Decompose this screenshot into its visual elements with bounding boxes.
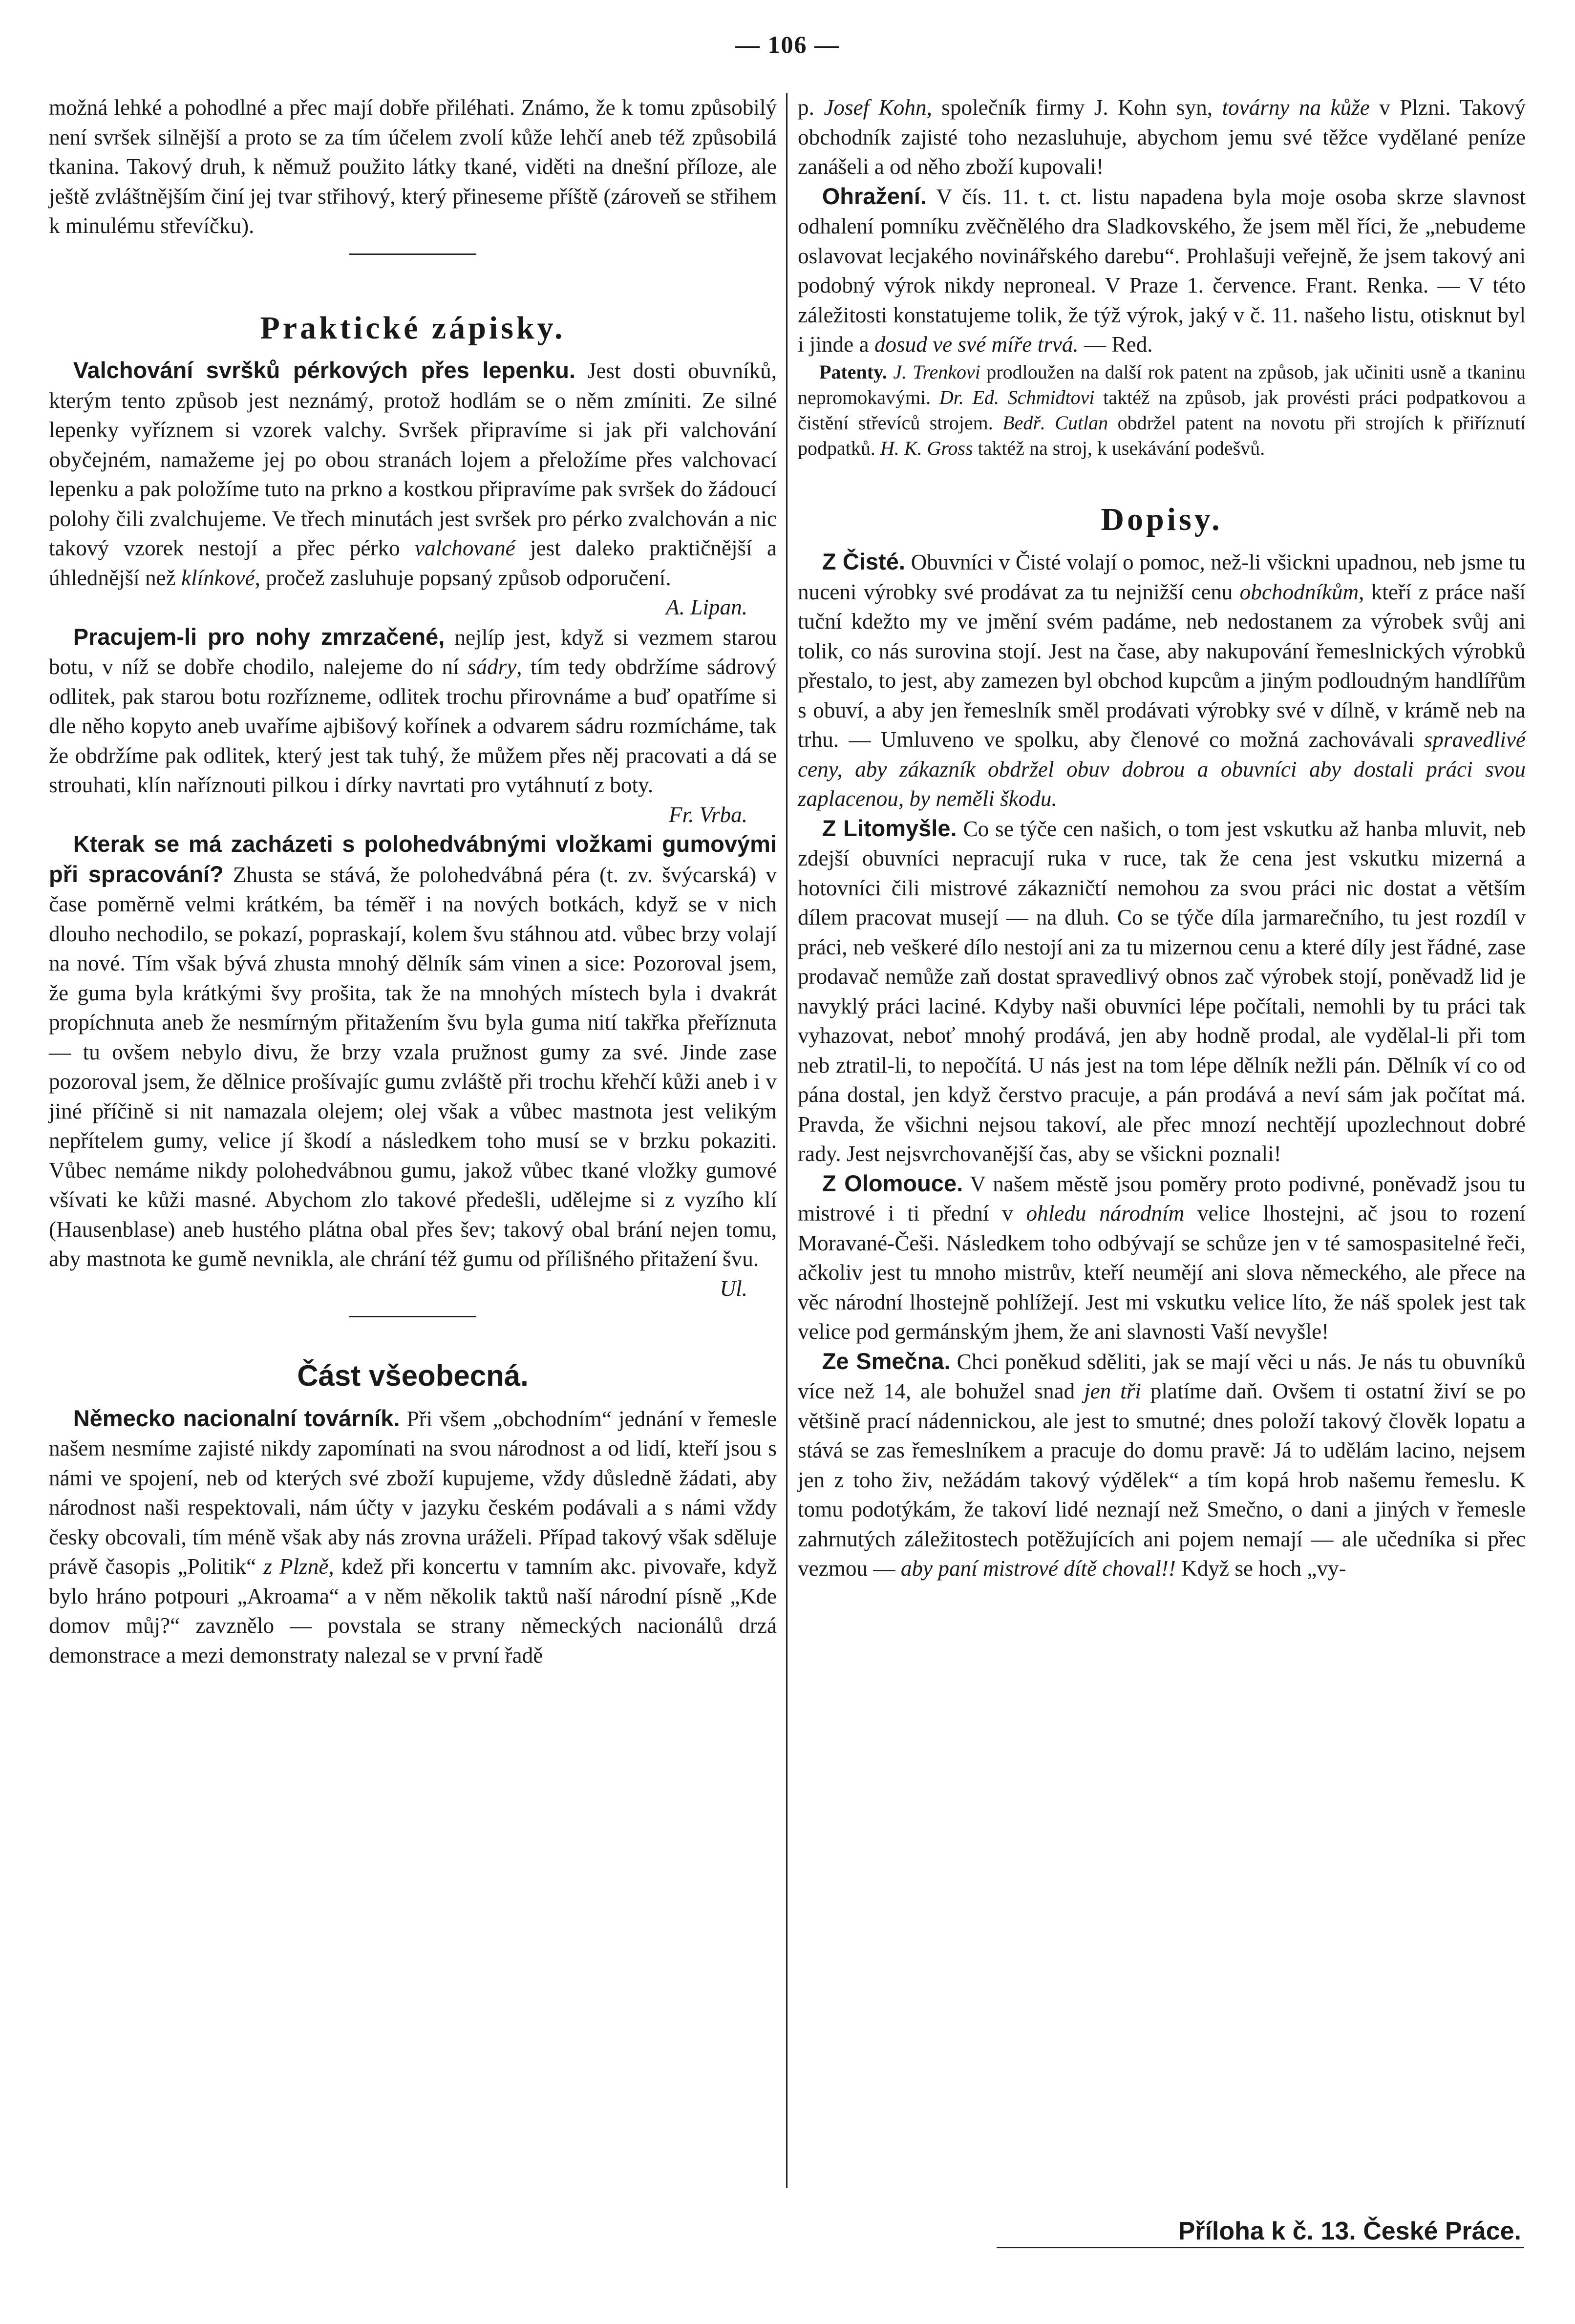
text-run: Při všem „obchodním“ jednání v řemesle našem nesmíme zajisté nikdy zapomínati na svou národnost a od lidí, kteří jsou s námi ve spojení, neb od kterých své zboží kupujeme, vždy důsledně žádati, aby národnost naši respektovali, nám účty v jazyku českém podávali a s námi vždy česky obcovali, tím méně však aby nás zrovna uráželi. Případ takový však sděluje právě časopis „Politik“: [49, 1406, 777, 1579]
text-run: Bedř. Cutlan: [1002, 411, 1108, 434]
letter-cista: [798, 547, 1526, 814]
text-run: Když se hoch „vy-: [1175, 1556, 1346, 1581]
right-column: [798, 93, 1526, 1584]
article-pracujem: [49, 622, 777, 800]
text-run: aby paní mistrové dítě choval!!: [900, 1556, 1176, 1581]
text-run: H. K. Gross: [880, 437, 973, 459]
text-run: z Plzně: [263, 1554, 329, 1579]
text-run: V čís. 11. t. ct. listu napadena byla moje osoba skrze slavnost odhalení pomníku zvěčnělého dra Sladkovského, že jsem měl říci, že „nebudeme oslavovat lecjakého novinářského darebu“. Prohlašuji veřejně, že jsem takový ani podobný výrok nikdy neproneal. V Praze 1. července. Frant. Renka. — V této záležitosti konstatujeme tolik, že týž výrok, jaký v č. 11. našeho listu, otisknut byl i jinde a: [798, 184, 1526, 357]
text-run: [887, 361, 893, 383]
run-heading: Německo nacionalní továrník.: [73, 1405, 400, 1431]
text-run: továrny na kůže: [1222, 95, 1370, 120]
text-run: J. Trenkovi: [893, 360, 980, 383]
signature-ul: Ul.: [720, 1276, 747, 1301]
article-kohn: [798, 93, 1526, 182]
text-run: v Plzni. Takový obchodník zajisté toho nezasluhuje, abychom jemu své těžce vydělané peníze zanášeli a od něho zboží kupovali!: [798, 95, 1526, 179]
run-heading: Pracujem-li pro nohy zmrzačené,: [73, 623, 445, 650]
text-run: platíme daň. Ovšem ti ostatní živí se po většině prací nádennickou, ale jest to smutné; dnes položí takový člověk lopatu a stává se zas řemeslníkem a pracuje do domu pravě: Já to udělám lacino, nejsem jen z toho živ, nežádám takový výdělek“ a tím kopá hrob našemu řemeslu. K tomu podotýkám, že takoví lidé neznají než Smečno, o dani a jiných v řemesle zahrnutých záležitostech potěžujících ani pojem nemají — ale učedníka si přec vezmou —: [798, 1379, 1526, 1581]
footer-rule: [997, 2247, 1524, 2248]
text-run: taktéž na způsob, jak provésti práci podpatkovou a čistění střevíců strojem.: [798, 386, 1526, 434]
text-run: , společník firmy J. Kohn syn,: [926, 95, 1222, 120]
run-heading: Kterak se má zacházeti s polohedvábnými vložkami gumovými při spracování?: [49, 831, 777, 887]
left-column: [49, 93, 777, 1670]
section-heading-vseobecna: Část všeobecná.: [297, 1359, 529, 1392]
text-run: p.: [798, 95, 824, 120]
run-heading: Ze Smečna.: [822, 1348, 951, 1374]
separator: [349, 1316, 476, 1317]
text-run: jen tři: [1084, 1379, 1141, 1403]
run-heading: Z Čisté.: [822, 549, 905, 574]
signature-vrba: Fr. Vrba.: [668, 802, 747, 827]
article-valchovani: [49, 356, 777, 592]
text-run: V našem městě jsou poměry proto podivné, poněvadž jsou tu mistrové i ti přední v: [798, 1171, 1526, 1225]
article-gumove: [49, 829, 777, 1274]
text-run: , tím tedy obdržíme sádrový odlitek, pak starou botu rozřízneme, odlitek trochu přirovnáme a buď opatříme si dle něho kopyto aneb uvaříme ajbišový kořínek a odvarem sádru rozmícháme, tak že obdržíme pak odlitek, který jest tak tuhý, že můžem přes něj pracovati a dá se strouhati, klín naříznouti pilkou i dírky navrtati pro vytáhnutí z boty.: [49, 655, 777, 797]
text-run: klínkové: [181, 565, 255, 590]
text-run: Patenty.: [819, 360, 887, 383]
page-number: — 106 —: [735, 31, 840, 58]
text-run: dosud ve své míře trvá.: [874, 332, 1079, 357]
text-run: prodloužen na další rok patent na způsob, jak učiniti usně a tkaninu nepromokavými.: [798, 360, 1526, 408]
text-run: jest daleko praktičnější a úhlednější než: [49, 536, 777, 590]
text-run: — Red.: [1078, 332, 1153, 357]
text-run: Zhusta se stává, že polohedvábná péra (t. zv. švýcarská) v čase poměrně velmi krátkém, ba téměř i na nových botkách, když se v nich dlouho nechodilo, se pokazí, popraskají, kolem švu stáhnou atd. vůbec brzy volají na nové. Tím však bývá zhusta mnohý dělník sám vinen a sice: Pozoroval jsem, že guma byla krátkými švy prošita, tak že na mnohých místech byla i dvakrát propíchnuta aneb že nesmírným přitažením švu byla guma nití takřka přeříznuta — tu ovšem nebylo divu, že brzy vzala pružnost gumy za své. Jinde zase pozoroval jsem, že dělnice prošívajíc gumu zvláště při trochu křehčí kůži aneb i v jiné příčině si nit namazala olejem; olej však a vůbec mastnota jest velikým nepřítelem gumy, velice jí škodí a následkem toho musí se v brzku pokaziti. Vůbec nemáme nikdy polohedvábnou gumu, jakož vůbec tkané vložky gumové všívati ke kůži masné. Abychom zlo takové předešli, udělejme si z vyzího klí (Hausenblase) aneb hustého plátna obal přes šev; takový obal brání nejen tomu, aby mastnota ke gumě nevnikla, ale chrání též gumu od přílišného přitažení švu.: [49, 862, 777, 1271]
text-run: obchodníkům: [1239, 579, 1359, 604]
text-run: , kteří z práce naší tuční kdežto my ve jmění svém padáme, neb nedostanem za výrobek svůj ani tolik, co nás surovina stojí. Jest na čase, aby nakupování řemeslnických výrobků přestalo, to jest, aby zamezen byl obchod kupcům a jiným podloudným handlířům s obuví, a aby jen řemeslník směl prodávati výrobky své v dílně, v krámě neb na trhu. — Umluveno ve spolku, aby členové co možná zachovávali: [798, 579, 1526, 752]
letter-olomouc: [798, 1169, 1526, 1347]
run-heading: Z Litomyšle.: [822, 815, 957, 841]
letter-smecno: [798, 1347, 1526, 1584]
section-heading-prakticke: Praktické zápisky.: [260, 310, 566, 346]
text-run: možná lehké a pohodlné a přec mají dobře přiléhati. Známo, že k tomu způsobilý není svršek silnější a proto se za tím účelem zvolí kůže lehčí aneb též způsobilá tkanina. Takový druh, k němuž použito látky tkané, viděti na dnešní příloze, ale ještě zvláštnějším činí jej tvar střihový, který přineseme příště (zároveň se střihem k minulému střevíčku).: [49, 95, 777, 238]
footer-supplement-note: Příloha k č. 13. České Práce.: [1178, 2217, 1521, 2245]
text-run: Dr. Ed. Schmidtovi: [939, 386, 1095, 408]
article-patenty: [798, 359, 1526, 461]
intro-paragraph: [49, 93, 777, 241]
signature-lipan: A. Lipan.: [666, 595, 747, 619]
run-heading: Ohražení.: [822, 183, 927, 209]
section-heading-dopisy: Dopisy.: [1101, 501, 1223, 537]
text-run: ohledu národním: [1026, 1201, 1185, 1225]
text-run: sádry: [467, 655, 517, 679]
separator: [349, 254, 476, 255]
text-run: Obuvníci v Čisté volají o pomoc, než-li všickni upadnou, neb jsme tu nuceni výrobky své prodávat za tu nejnižší cenu: [798, 550, 1526, 604]
letter-litomysl: [798, 814, 1526, 1169]
run-heading: Z Olomouce.: [822, 1170, 963, 1196]
text-run: Co se týče cen našich, o tom jest vskutku až hanba mluvit, neb zdejší obuvníci nepracují ruka v ruce, tak že cena jest vskutku mizerná a hotovníci čili mistrové zákazničtí nemohou za svou práci nic dostat a větším dílem pracovat musejí — na dluh. Co se týče díla jarmarečního, tu jest rozdíl v práci, neb veškeré dílo nestojí ani za tu mizernou cenu a které díly jest řádné, zase prodavač nemůže zaň dostat spravedlivý obnos zač výrobek stojí, poněvadž lid je navyklý práci laciné. Kdyby naši obuvníci lépe počítali, nemohli by tu práci tak vyhazovat, neboť mnohý prodává, jen aby hodně prodal, ale vydělal-li při tom neb ztratil-li, to nepočítá. U nás jest na tom lépe dělník nežli pán. Dělník ví co od pána dostal, jen když čerstvo pracuje, a pán prodává a neví sám jak počítat má. Pravda, že všichni nejsou takoví, ale přec mnozí nechtějí upozlechnout dobré rady. Jest nejsvrchovanější čas, aby se všickni poznali!: [798, 816, 1526, 1166]
text-run: spravedlivé ceny, aby zákazník obdržel obuv dobrou a obuvníci aby dostali práci svou zaplacenou, by neměli škodu.: [798, 727, 1526, 811]
text-run: velice lhostejni, ač jsou to rození Moravané-Češi. Následkem toho odbývají se schůze jen v té samospasitelné řeči, ačkoliv jest tu mnoho mistrův, kteří neumějí ani slova německého, ale přece na věc národní lhostejně pohlížejí. Jest mi vskutku velice líto, že náš spolek jest tak velice pod germánským jhem, že ani slavnosti Vaší nevyšle!: [798, 1201, 1526, 1344]
text-run: valchované: [414, 536, 515, 560]
text-run: Josef Kohn: [824, 95, 927, 120]
article-nacionalni: [49, 1404, 777, 1670]
run-heading: Valchování svršků pérkových přes lepenku.: [73, 357, 576, 383]
text-run: Chci poněkud sděliti, jak se mají věci u nás. Je nás tu obuvníků více než 14, ale bohužel snad: [798, 1349, 1526, 1403]
text-run: taktéž na stroj, k usekávání podešvů.: [973, 437, 1265, 459]
text-run: , kdež při koncertu v tamním akc. pivovaře, když bylo hráno potpouri „Akroama“ a v něm několik taktů naší národní písně „Kde domov můj?“ zavznělo — povstala se strany německých nacionálů drzá demonstrace a mezi demonstraty nalezal se v první řadě: [49, 1554, 777, 1668]
article-ohrazeni: [798, 182, 1526, 359]
text-run: , pročež zasluhuje popsaný způsob odporučení.: [255, 565, 671, 590]
text-run: nejlíp jest, když si vezmem starou botu, v níž se dobře chodilo, nalejeme do ní: [49, 625, 777, 679]
column-rule: [786, 93, 788, 2188]
text-run: Jest dosti obuvníků, kterým tento způsob jest neznámý, protož hodlám se o něm zmíniti. Ze silné lepenky vyříznem si vzorek valchy. Svršek připravíme si jak při valchování obyčejném, namažeme jej po obou stranách lojem a přeložíme přes valchovací lepenku a pak položíme tuto na prkno a kostkou připravíme pak svršek do žádoucí polohy čili zvalchujeme. Ve třech minutách jest svršek pro pérko zvalchován a nic takový vzorek nestojí a přec pérko: [49, 359, 777, 560]
text-run: obdržel patent na novotu při strojích k přiříznutí podpatků.: [798, 411, 1526, 459]
